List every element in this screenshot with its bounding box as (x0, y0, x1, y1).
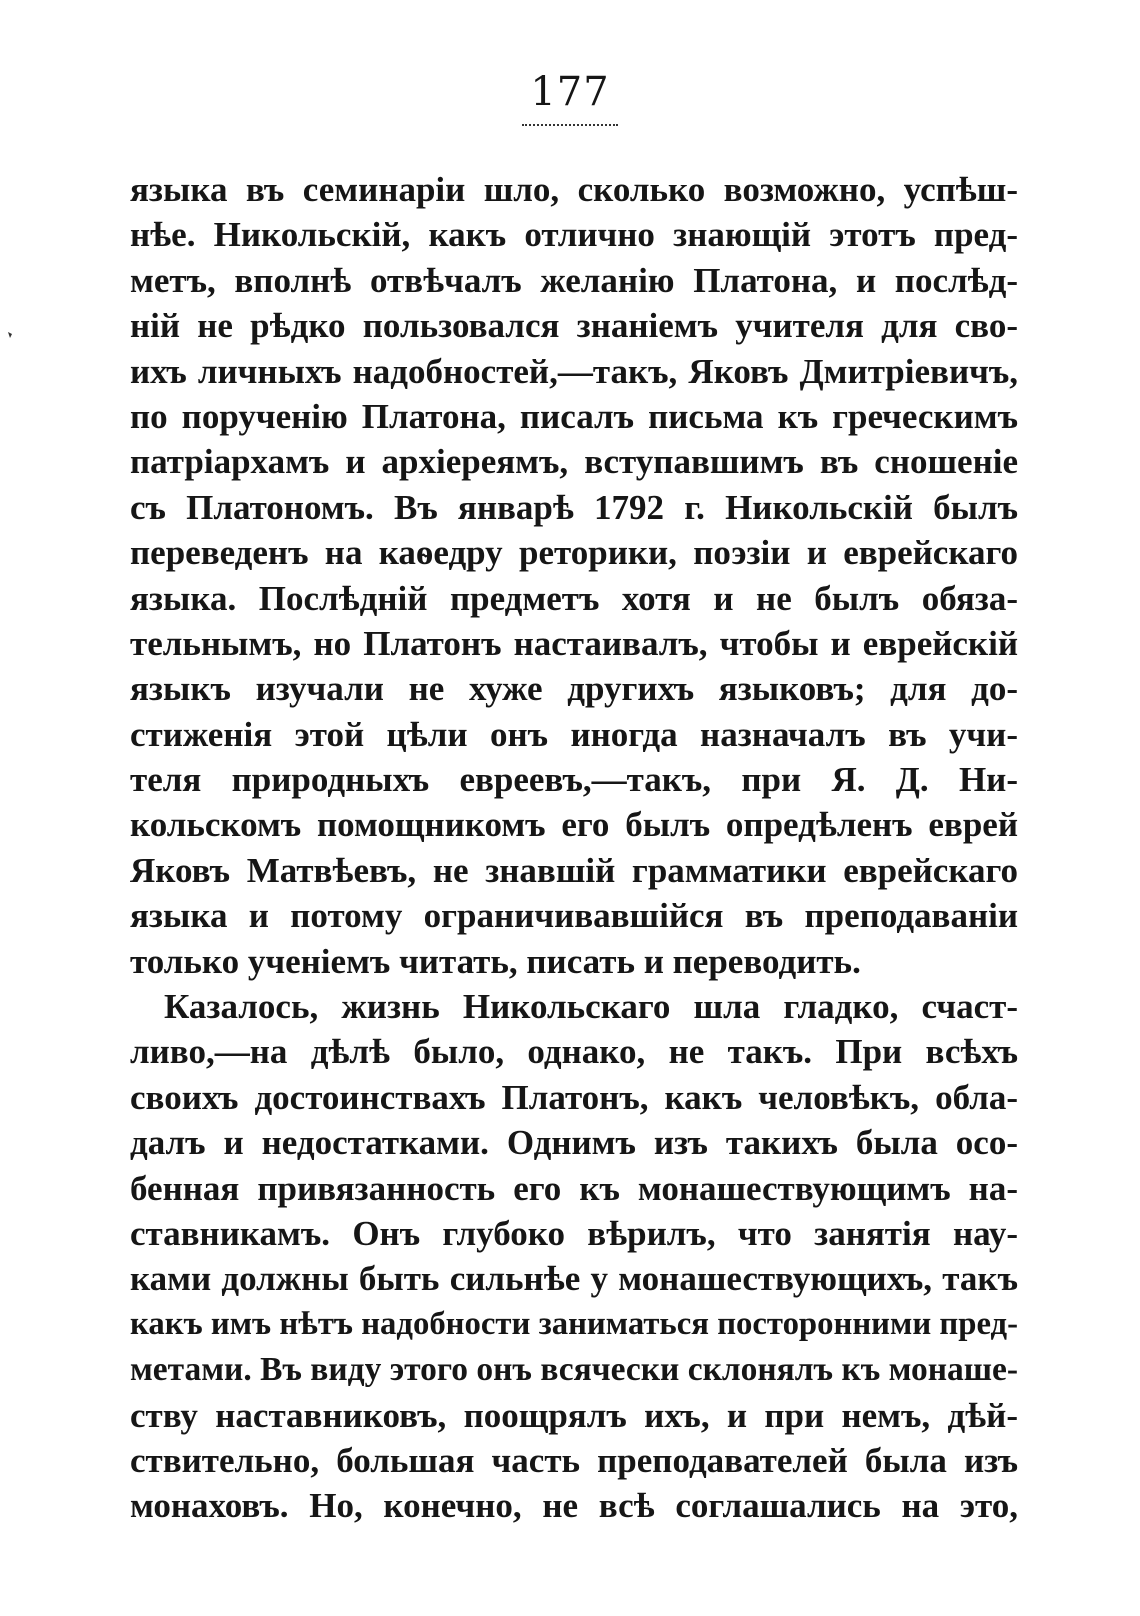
text-line: языка. Послѣдній предметъ хотя и не былъ обяза- (130, 578, 1018, 618)
text-line: далъ и недостатками. Однимъ изъ такихъ была осо- (130, 1123, 1018, 1163)
text-line: теля природныхъ евреевъ,—такъ, при Я. Д. Ни- (130, 760, 1018, 800)
text-line: ству наставниковъ, поощрялъ ихъ, и при немъ, дѣй- (130, 1395, 1018, 1435)
text-line: ній не рѣдко пользовался знаніемъ учителя для сво- (130, 306, 1018, 346)
text-line: языка въ семинаріи шло, сколько возможно, успѣш- (130, 170, 1018, 209)
text-line: метъ, вполнѣ отвѣчалъ желанію Платона, и послѣд- (130, 260, 1018, 300)
text-line: ками должны быть сильнѣе у монашествующихъ, такъ (130, 1259, 1018, 1299)
text-line: метами. Въ виду этого онъ всячески склонялъ къ монаше- (130, 1351, 1018, 1389)
text-line: переведенъ на каѳедру реторики, поэзіи и еврейскаго (130, 533, 1018, 573)
paragraph-last-line: только ученіемъ читать, писать и переводить. (130, 941, 861, 981)
page-number: 177 (530, 69, 610, 115)
text-line: нѣе. Никольскій, какъ отлично знающій этотъ пред- (130, 215, 1018, 255)
text-line: монаховъ. Но, конечно, не всѣ соглашались на это, (130, 1486, 1018, 1526)
text-line: стиженія этой цѣли онъ иногда назначалъ въ учи- (130, 714, 1018, 754)
text-line: ливо,—на дѣлѣ было, однако, не такъ. При всѣхъ (130, 1032, 1018, 1072)
text-line: какъ имъ нѣтъ надобности заниматься посторонними пред- (130, 1305, 1018, 1342)
text-line: патріархамъ и архіереямъ, вступавшимъ въ сношеніе (130, 442, 1018, 482)
text-line: кольскомъ помощникомъ его былъ опредѣленъ еврей (130, 805, 1018, 845)
page-number-dotted-rule (522, 124, 618, 126)
text-line: по порученію Платона, писалъ письма къ греческимъ (130, 396, 1018, 436)
text-line: тельнымъ, но Платонъ настаивалъ, чтобы и еврейскій (130, 623, 1018, 663)
text-line: языкъ изучали не хуже другихъ языковъ; для до- (130, 669, 1018, 709)
paragraph-first-line: Казалось, жизнь Никольскаго шла гладко, счаст- (164, 987, 1018, 1027)
text-line: ихъ личныхъ надобностей,—такъ, Яковъ Дмитріевичъ, (130, 351, 1018, 391)
text-line: съ Платономъ. Въ январѣ 1792 г. Никольскій былъ (130, 487, 1018, 527)
text-line: ставникамъ. Онъ глубоко вѣрилъ, что занятія нау- (130, 1213, 1018, 1253)
text-line: языка и потому ограничивавшійся въ преподаваніи (130, 896, 1018, 936)
text-line: своихъ достоинствахъ Платонъ, какъ человѣкъ, обла- (130, 1077, 1018, 1117)
text-line: Яковъ Матвѣевъ, не знавшій грамматики еврейскаго (130, 850, 1018, 890)
text-line: ствительно, большая часть преподавателей была изъ (130, 1440, 1018, 1480)
print-speck-mark (6, 330, 14, 340)
body-text (130, 167, 1018, 1529)
text-line: бенная привязанность его къ монашествующимъ на- (130, 1168, 1018, 1208)
